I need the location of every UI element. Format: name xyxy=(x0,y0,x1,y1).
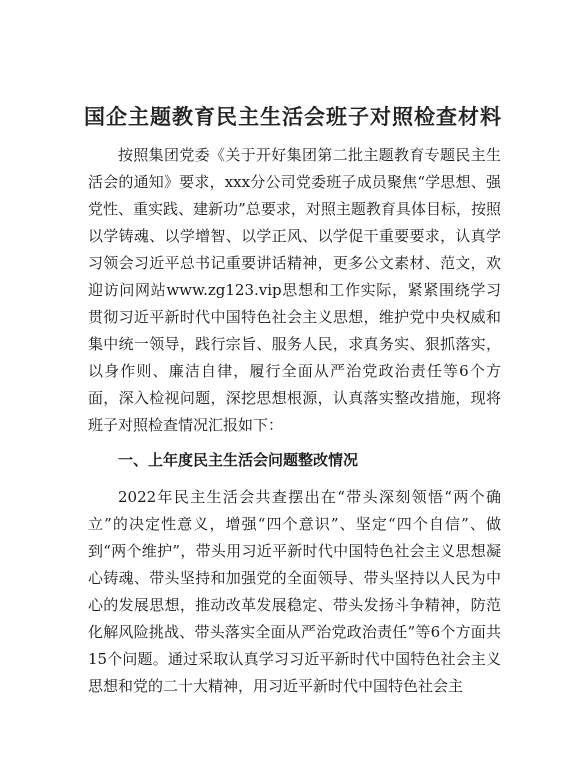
section-paragraph: 2022年民主生活会共查摆出在“带头深刻领悟“两个确立”的决定性意义，增强“四个意识”、坚定“四个自信”、做到“两个维护”，带头用习近平新时代中国特色社会主义思想凝心铸魂、带头坚持和加强党的全面领导、带头坚持以人民为中心的发展思想，推动改革发展稳定、带头发扬斗争精神，防范化解风险挑战、带头落实全面从严治党政治责任”等6个方面共15个问题。通过采取认真学习习近平新时代中国特色社会主义思想和党的二十大精神，用习近平新时代中国特色社会主 xyxy=(88,488,501,695)
section-heading: 一、上年度民主生活会问题整改情况 xyxy=(118,451,359,469)
document-body xyxy=(88,142,501,700)
document-title: 国企主题教育民主生活会班子对照检查材料 xyxy=(84,104,502,129)
intro-paragraph: 按照集团党委《关于开好集团第二批主题教育专题民主生活会的通知》要求，xxx分公司党委班子成员聚焦“学思想、强党性、重实践、建新功”总要求，对照主题教育具体目标，按照以学铸魂、以学增智、以学正风、以学促干重要要求，认真学习领会习近平总书记重要讲话精神，更多公文素材、范文，欢迎访问网站www.zg123.vip思想和工作实际，紧紧围绕学习贯彻习近平新时代中国特色社会主义思想，维护党中央权威和集中统一领导，践行宗旨、服务人民，求真务实、狠抓落实，以身作则、廉洁自律，履行全面从严治党政治责任等6个方面，深入检视问题，深挖思想根源，认真落实整改措施，现将班子对照检查情况汇报如下： xyxy=(88,146,501,434)
